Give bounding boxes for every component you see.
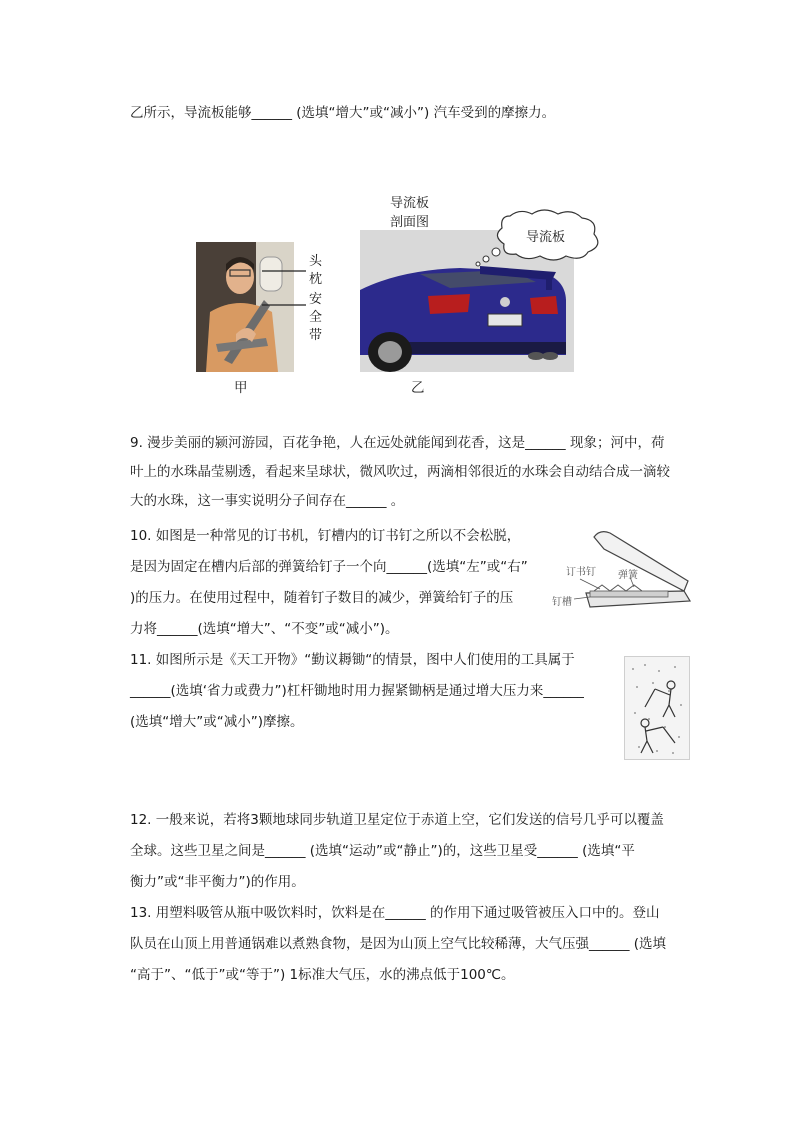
spoiler-bubble-label: 导流板 xyxy=(526,230,566,245)
hoeing-illustration xyxy=(624,656,690,760)
seatbelt-label-2: 全 xyxy=(309,310,323,325)
q12-line-1: 12. 一般来说，若将3颗地球同步轨道卫星定位于赤道上空，它们发送的信号几乎可以覆盖 xyxy=(130,812,664,828)
intro-line: 乙所示，导流板能够______ (选填“增大”或“减小”) 汽车受到的摩擦力。 xyxy=(130,105,556,121)
headrest-label-1: 头 xyxy=(309,254,323,269)
q13-line-3: “高于”、“低于”或“等于”) 1标准大气压，水的沸点低于100℃。 xyxy=(130,967,515,983)
spoiler-section-label-2: 剖面图 xyxy=(390,215,430,230)
q10-line-1: 10. 如图是一种常见的订书机，钉槽内的订书钉之所以不会松脱， xyxy=(130,528,521,544)
figure-caption-jia: 甲 xyxy=(234,380,248,396)
q10-line-4: 力将______(选填“增大”、“不变”或“减小”)。 xyxy=(130,621,399,637)
headrest-label-2: 枕 xyxy=(309,272,323,287)
q11-line-2: ______(选填‘省力或费力”)杠杆锄地时用力握紧锄柄是通过增大压力来______ xyxy=(130,683,584,699)
stapler-pin-label: 订书钉 xyxy=(566,567,596,578)
seatbelt-label-3: 带 xyxy=(309,328,323,343)
seatbelt-label-1: 安 xyxy=(309,292,323,307)
q9-line-2: 叶上的水珠晶莹剔透，看起来呈球状，微风吹过，两滴相邻很近的水珠会自动结合成一滴较 xyxy=(130,464,670,480)
q9-line-1: 9. 漫步美丽的颍河游园，百花争艳，人在远处就能闻到花香，这是______ 现象；河中，荷 xyxy=(130,435,665,451)
q12-line-2: 全球。这些卫星之间是______ (选填“运动”或“静止”)的，这些卫星受______ (选填“平 xyxy=(130,843,635,859)
stapler-slot-label: 钉槽 xyxy=(552,597,572,608)
spoiler-section-label-1: 导流板 xyxy=(390,196,430,211)
hoeing-drawing xyxy=(625,657,689,759)
q13-line-1: 13. 用塑料吸管从瓶中吸饮料时，饮料是在______ 的作用下通过吸管被压入口中的。登山 xyxy=(130,905,660,921)
q10-line-2: 是因为固定在槽内后部的弹簧给钉子一个向______(选填“左”或“右” xyxy=(130,559,528,575)
stapler-spring-label: 弹簧 xyxy=(618,570,638,581)
seatbelt-pointer-lines xyxy=(262,265,310,315)
q11-line-3: (选填“增大”或“减小”)摩擦。 xyxy=(130,714,304,730)
q10-line-3: )的压力。在使用过程中，随着钉子数目的减少，弹簧给钉子的压 xyxy=(130,590,514,606)
q11-line-1: 11. 如图所示是《天工开物》“勤议耨锄“的情景，图中人们使用的工具属于 xyxy=(130,652,575,668)
q9-line-3: 大的水珠，这一事实说明分子间存在______ 。 xyxy=(130,493,405,509)
q13-line-2: 队员在山顶上用普通锅难以煮熟食物，是因为山顶上空气比较稀薄，大气压强______ (选填 xyxy=(130,936,667,952)
figure-caption-yi: 乙 xyxy=(411,380,425,396)
q12-line-3: 衡力”或“非平衡力”)的作用。 xyxy=(130,874,305,890)
